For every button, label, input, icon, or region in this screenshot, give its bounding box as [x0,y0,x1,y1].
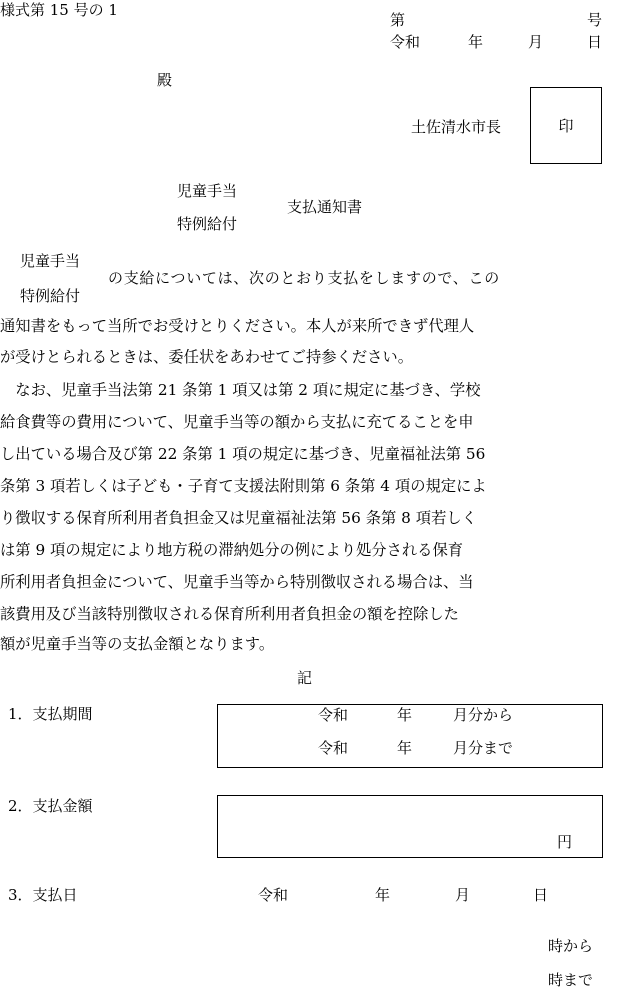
body-line: 額が児童手当等の支払金額となります。 [0,635,275,653]
time-to: 時まで [548,971,594,989]
body-line: し出ている場合及び第 22 条第 1 項の規定に基づき、児童福祉法第 56 [0,445,486,463]
title-line1: 児童手当 [177,182,238,200]
ref-go: 号 [587,11,603,29]
amount-box [217,795,603,858]
body-opener-rest: の支給については、次のとおり支払をしますので、この [108,269,500,287]
payday-label: 3．支払日 [8,886,78,904]
period-from-era: 令和 [318,706,349,724]
body-line: は第 9 項の規定により地方税の滞納処分の例により処分される保育 [0,541,464,559]
title-main: 支払通知書 [287,198,363,216]
payday-month: 月 [455,886,471,904]
body-line: 給食費等の費用について、児童手当等の額から支払に充てることを申 [0,413,474,431]
body-line: なお、児童手当法第 21 条第 1 項又は第 2 項に規定に基づき、学校 [0,381,481,399]
addressee-suffix: 殿 [157,71,173,89]
payday-year: 年 [375,886,391,904]
issuer: 土佐清水市長 [411,118,502,136]
seal-label: 印 [558,117,574,135]
date-era: 令和 [390,33,421,51]
period-label: 1．支払期間 [8,705,93,723]
body-line: 通知書をもって当所でお受けとりください。本人が来所できず代理人 [0,317,475,335]
ref-dai: 第 [390,11,406,29]
amount-label: 2．支払金額 [8,797,93,815]
body-line: り徴収する保育所利用者負担金又は児童福祉法第 56 条第 8 項若しく [0,509,477,527]
period-to-month: 月分まで [453,739,514,757]
time-from: 時から [548,937,594,955]
body-line: 条第 3 項若しくは子ども・子育て支援法附則第 6 条第 4 項の規定によ [0,477,487,495]
period-to-year: 年 [397,739,413,757]
form-number: 様式第 15 号の 1 [0,1,118,19]
date-day: 日 [587,33,603,51]
amount-yen: 円 [557,833,573,851]
date-year: 年 [468,33,484,51]
body-line: 該費用及び当該特別徴収される保育所利用者負担金の額を控除した [0,605,459,623]
seal-box [530,87,602,164]
body-line: 所利用者負担金について、児童手当等から特別徴収される場合は、当 [0,573,474,591]
ki-heading: 記 [297,669,313,687]
body-opener-bottom: 特例給付 [20,287,81,305]
period-from-month: 月分から [453,706,514,724]
payday-era: 令和 [258,886,289,904]
title-line2: 特例給付 [177,215,238,233]
period-to-era: 令和 [318,739,349,757]
body-line: が受けとられるときは、委任状をあわせてご持参ください。 [0,348,414,366]
period-from-year: 年 [397,706,413,724]
date-month: 月 [528,33,544,51]
body-opener-top: 児童手当 [20,252,81,270]
payday-day: 日 [533,886,549,904]
